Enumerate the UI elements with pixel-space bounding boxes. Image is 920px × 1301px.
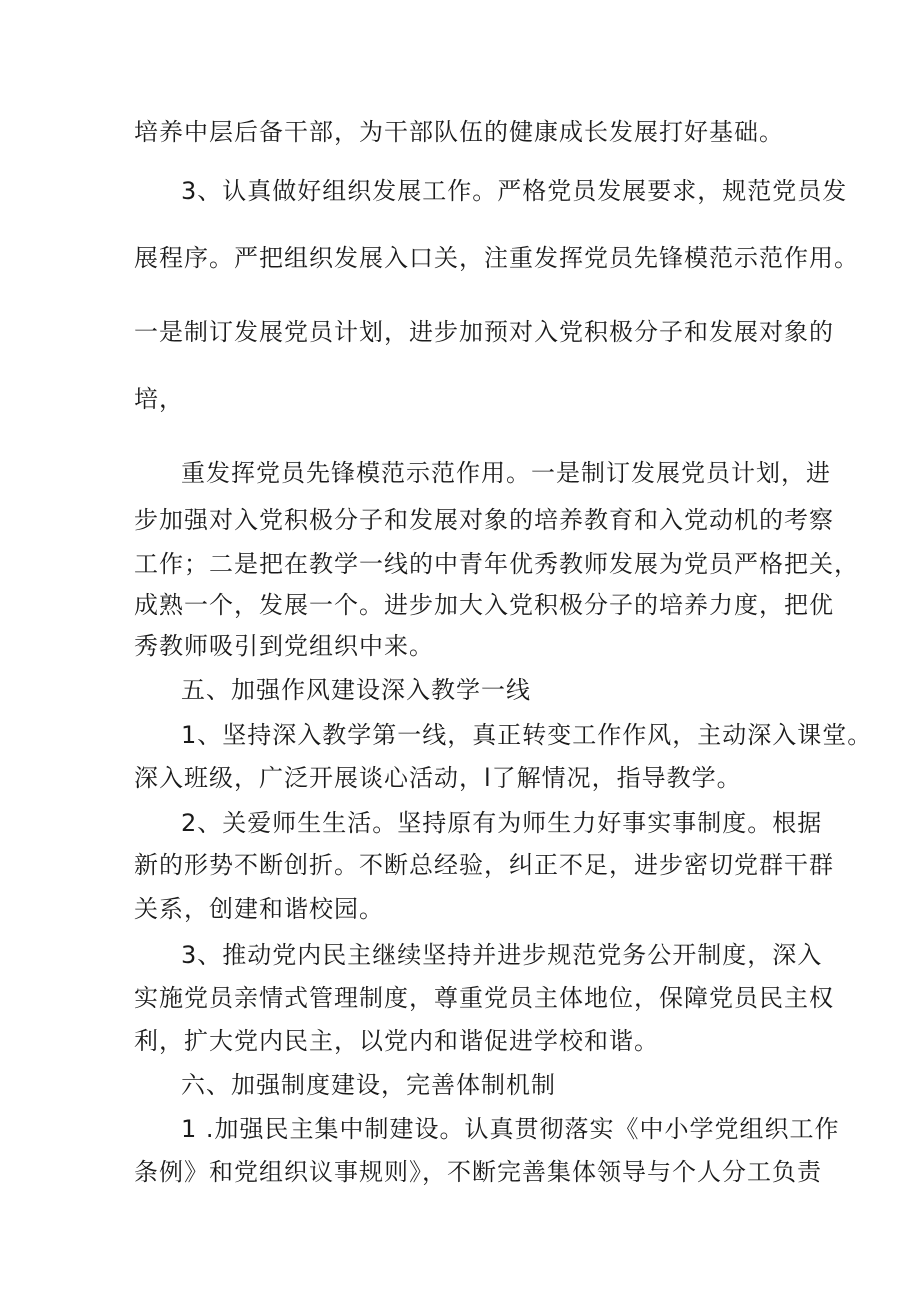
text-line: 3、认真做好组织发展工作。严格党员发展要求，规范党员发: [181, 177, 848, 205]
text-line: 工作；二是把在教学一线的中青年优秀教师发展为党员严格把关，: [134, 550, 859, 578]
text-line: 3、推动党内民主继续坚持并进步规范党务公开制度，深入: [181, 941, 823, 969]
text-line: 新的形势不断创折。不断总经验，纠正不足，进步密切党群干群: [134, 851, 834, 879]
text-line: 2、关爱师生生活。坚持原有为师生力好事实事制度。根据: [181, 809, 823, 837]
text-line: 1 .加强民主集中制建设。认真贯彻落实《中小学党组织工作: [181, 1115, 840, 1143]
text-line: 一是制订发展党员计划，进步加预对入党积极分子和发展对象的: [134, 318, 834, 346]
section-heading: 五、加强作风建设深入教学一线: [181, 676, 531, 704]
text-line: 步加强对入党积极分子和发展对象的培养教育和入党动机的考察: [134, 506, 834, 534]
text-line: 成熟一个，发展一个。进步加大入党积极分子的培养力度，把优: [134, 591, 834, 619]
text-line: 培，: [134, 385, 184, 413]
text-line: 重发挥党员先锋模范示范作用。一是制订发展党员计划，进: [181, 459, 831, 487]
text-line: 关系，创建和谐校园。: [134, 895, 384, 923]
text-line: 条例》和党组织议事规则》，不断完善集体领导与个人分工负责: [134, 1158, 822, 1186]
text-line: 1、坚持深入教学第一线，真正转变工作作风，主动深入课堂。: [181, 721, 873, 749]
text-line: 利，扩大党内民主，以党内和谐促进学校和谐。: [134, 1027, 659, 1055]
text-line: 深入班级，广泛开展谈心活动，l了解情况，指导教学。: [134, 764, 742, 792]
text-line: 展程序。严把组织发展入口关，注重发挥党员先锋模范示范作用。: [134, 244, 859, 272]
section-heading: 六、加强制度建设，完善体制机制: [181, 1071, 556, 1099]
text-line: 培养中层后备干部，为干部队伍的健康成长发展打好基础。: [134, 118, 784, 146]
text-line: 实施党员亲情式管理制度，尊重党员主体地位，保障党员民主权: [134, 984, 834, 1012]
text-line: 秀教师吸引到党组织中来。: [134, 632, 434, 660]
